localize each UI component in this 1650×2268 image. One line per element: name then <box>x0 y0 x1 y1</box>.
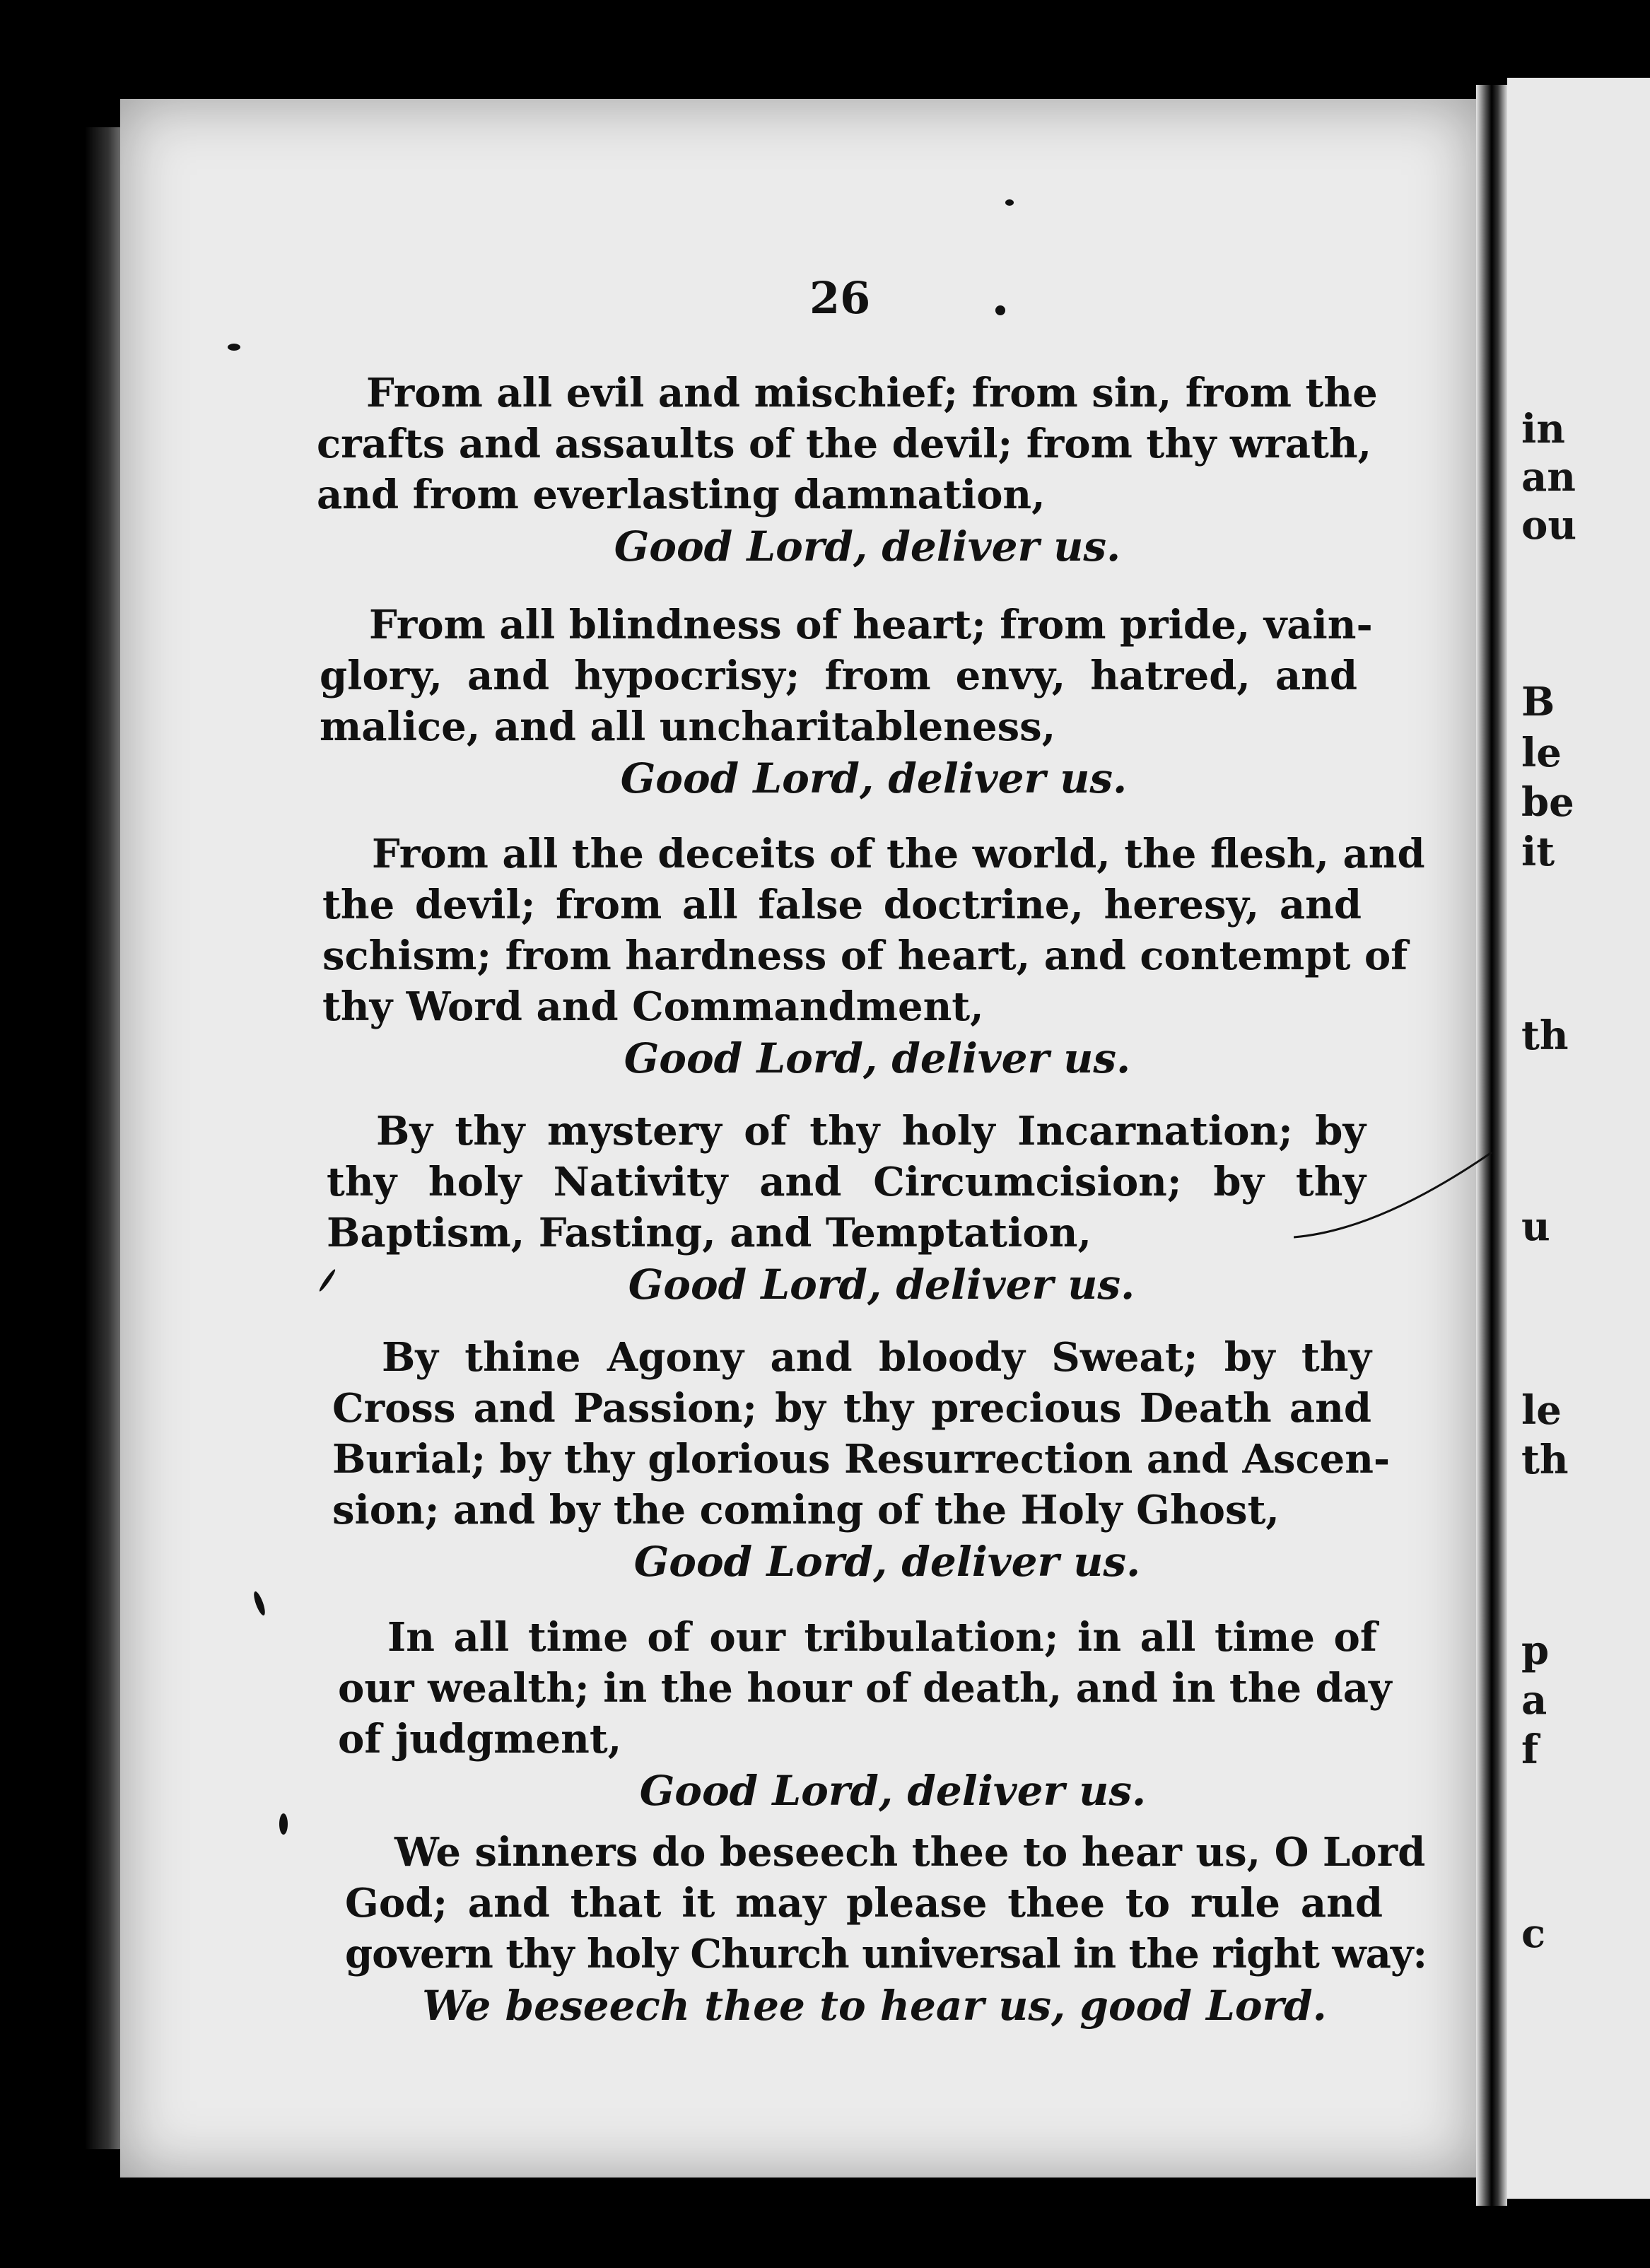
facing-fragment: u <box>1521 1203 1550 1250</box>
text-line: glory, and hypocrisy; from envy, hatred, and <box>320 653 1357 699</box>
facing-fragment: c <box>1521 1910 1546 1957</box>
pen-stroke-mark <box>1294 1152 1499 1251</box>
facing-page <box>1507 78 1650 2199</box>
text-line: the devil; from all false doctrine, heresy, and <box>322 882 1362 928</box>
facing-fragment: it <box>1521 829 1555 875</box>
text-line: God; and that it may please thee to rule and <box>345 1880 1383 1927</box>
response-line: Good Lord, deliver us. <box>614 522 1121 571</box>
text-line: malice, and all uncharitableness, <box>320 703 1056 750</box>
text-line: By thy mystery of thy holy Incarnation; by <box>376 1108 1366 1155</box>
response-line: Good Lord, deliver us. <box>639 1767 1147 1815</box>
response-line: Good Lord, deliver us. <box>620 754 1128 802</box>
litany-paragraph <box>327 1106 1366 1311</box>
facing-fragment: p <box>1521 1627 1550 1674</box>
text-line: schism; from hardness of heart, and contempt of <box>322 933 1408 979</box>
facing-fragment: B <box>1521 679 1555 725</box>
facing-fragment: an <box>1521 454 1576 501</box>
book-gutter <box>1476 85 1507 2206</box>
facing-fragment: ou <box>1521 502 1577 549</box>
response-line: Good Lord, deliver us. <box>633 1538 1141 1586</box>
facing-fragment: f <box>1521 1726 1539 1773</box>
text-line: From all evil and mischief; from sin, from the <box>366 370 1378 416</box>
text-line: thy holy Nativity and Circumcision; by thy <box>327 1159 1366 1205</box>
text-line: and from everlasting damnation, <box>317 472 1046 518</box>
litany-paragraph <box>317 368 1378 573</box>
text-line: crafts and assaults of the devil; from thy wrath, <box>317 421 1372 467</box>
facing-fragment: th <box>1521 1437 1569 1483</box>
response-line: We beseech thee to hear us, good Lord. <box>422 1982 1327 2030</box>
ink-speck <box>279 1813 288 1835</box>
text-line: We sinners do beseech thee to hear us, O Lord <box>394 1829 1426 1876</box>
facing-fragment: th <box>1521 1012 1569 1059</box>
litany-paragraph <box>338 1612 1392 1817</box>
response-line: Good Lord, deliver us. <box>624 1034 1131 1082</box>
text-line: Baptism, Fasting, and Temptation, <box>327 1210 1092 1256</box>
facing-fragment: le <box>1521 1387 1562 1434</box>
text-line: Burial; by thy glorious Resurrection and Ascen- <box>332 1436 1391 1483</box>
text-line: sion; and by the coming of the Holy Ghost, <box>332 1487 1280 1533</box>
facing-fragment: in <box>1521 406 1565 452</box>
text-line: of judgment, <box>338 1716 622 1763</box>
ink-speck <box>228 344 240 351</box>
text-line: govern thy holy Church universal in the right way: <box>345 1931 1427 1977</box>
facing-fragment: le <box>1521 730 1562 776</box>
response-line: Good Lord, deliver us. <box>628 1261 1135 1309</box>
page-number: 26 <box>809 272 871 324</box>
text-line: By thine Agony and bloody Sweat; by thy <box>382 1334 1371 1381</box>
text-line: Cross and Passion; by thy precious Death and <box>332 1385 1371 1432</box>
text-line: From all blindness of heart; from pride, vain- <box>369 602 1373 648</box>
litany-paragraph <box>322 829 1425 1085</box>
ink-speck <box>1005 199 1014 206</box>
text-line: our wealth; in the hour of death, and in the day <box>338 1665 1392 1712</box>
text-line: In all time of our tribulation; in all time of <box>387 1614 1377 1661</box>
litany-paragraph <box>320 600 1373 805</box>
litany-paragraph <box>345 1827 1427 2032</box>
ink-speck <box>995 305 1005 315</box>
text-line: From all the deceits of the world, the flesh, and <box>372 831 1425 877</box>
facing-fragment: a <box>1521 1677 1547 1724</box>
litany-paragraph <box>332 1332 1391 1588</box>
facing-fragment: be <box>1521 779 1574 826</box>
text-line: thy Word and Commandment, <box>322 983 984 1030</box>
